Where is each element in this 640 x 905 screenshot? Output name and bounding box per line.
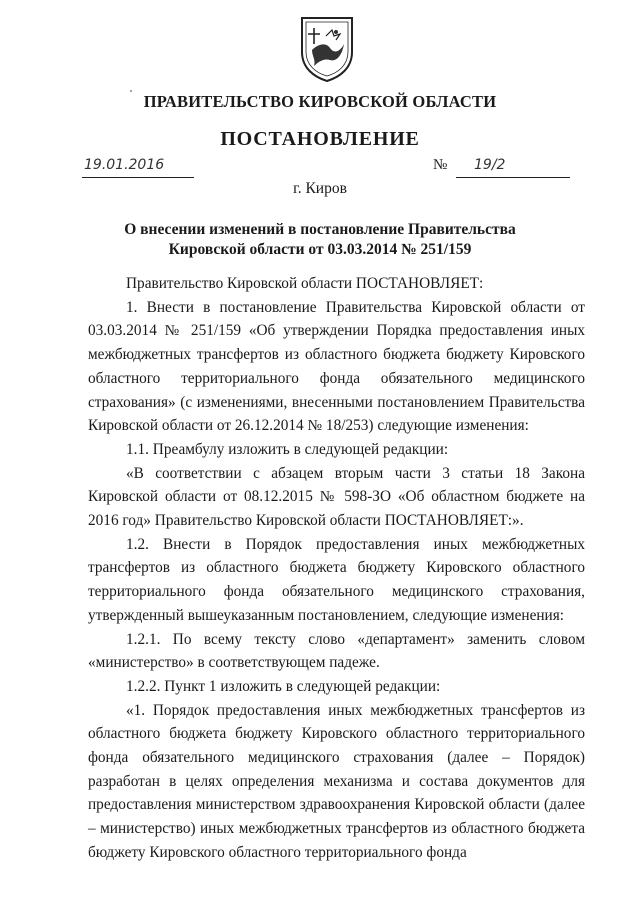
city-line: г. Киров (293, 180, 347, 197)
paragraph-preamble-text: «В соответствии с абзацем вторым части 3 статьи 18 Закона Кировской области от 08.12.2015 № 598-ЗО «Об областном бюджете на 2016 год» Правительство Кировской области ПОСТАНОВЛЯЕТ:». (88, 464, 585, 530)
date-value: 19.01.2016 (84, 157, 165, 173)
government-title: ПРАВИТЕЛЬСТВО КИРОВСКОЙ ОБЛАСТИ (143, 92, 497, 111)
subject-line-2: Кировской области от 03.03.2014 № 251/159 (168, 241, 472, 258)
document-subject (0, 220, 640, 260)
document-type-title: ПОСТАНОВЛЕНИЕ (220, 128, 420, 150)
paragraph-resolves: Правительство Кировской области ПОСТАНОВЛЯЕТ: (126, 275, 484, 292)
paragraph-point-1-text: «1. Порядок предоставления иных межбюджетных трансфертов из областного бюджета бюджету Кировского областного территориального фонда обязательного медицинского страхования (далее – Порядок) разработан в целях определения механизма и состава документов для предоставления министерством здравоохранения Кировской области (далее – министерство) иных межбюджетных трансфертов из областного бюджета бюджету Кировского областного территориального фонда (88, 701, 585, 861)
number-value: 19/2 (474, 157, 506, 173)
paragraph-1: 1. Внести в постановление Правительства Кировской области от 03.03.2014 № 251/159 «Об утверждении Порядка предоставления иных межбюджетных трансфертов из областного бюджета бюджету Кировского областного территориального фонда обязательного медицинского страхования» (с изменениями, внесенными постановлением Правительства Кировской области от 26.12.2014 № 18/253) следующие изменения: (88, 298, 585, 435)
paragraph-1-2: 1.2. Внести в Порядок предоставления иных межбюджетных трансфертов из областного бюджета бюджету Кировского областного территориального фонда обязательного медицинского страхования, утвержденный вышеуказанным постановлением, следующие изменения: (88, 535, 585, 624)
document-body (88, 272, 585, 865)
date-field (82, 157, 194, 178)
number-sign: № (433, 157, 448, 173)
coat-of-arms-icon (296, 14, 358, 84)
subject-line-1: О внесении изменений в постановление Правительства (124, 221, 516, 238)
number-field (456, 157, 570, 178)
paragraph-1-2-2: 1.2.2. Пункт 1 изложить в следующей редакции: (126, 677, 441, 695)
paragraph-1-2-1: 1.2.1. По всему тексту слово «департамент» заменить словом «министерство» в соответствующем падеже. (88, 630, 585, 672)
paragraph-1-1: 1.1. Преамбулу изложить в следующей редакции: (126, 440, 449, 458)
